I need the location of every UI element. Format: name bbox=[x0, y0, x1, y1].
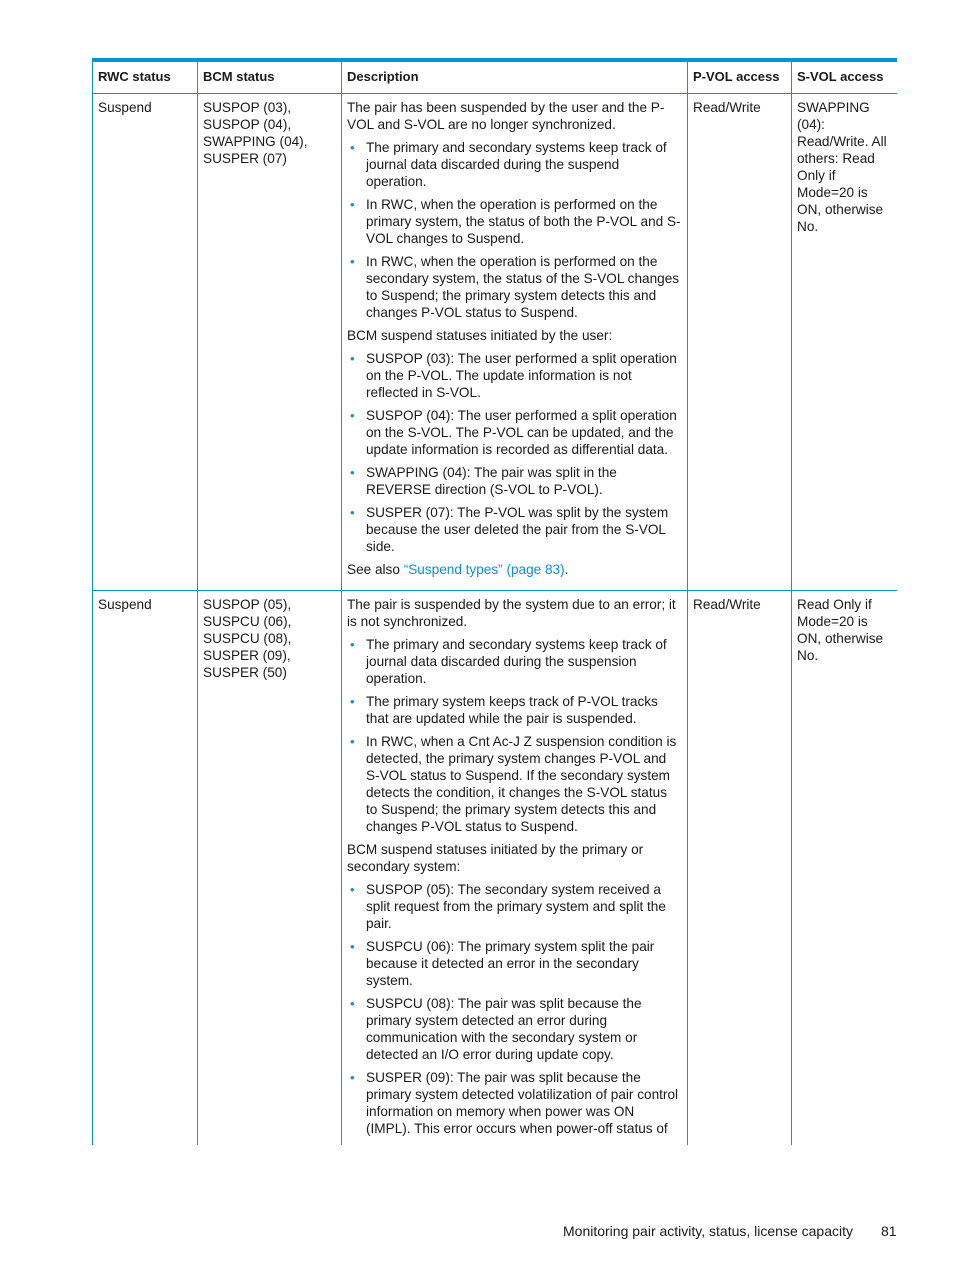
list-item: • SWAPPING (04): The pair was split in the REVERSE direction (S-VOL to P-VOL). bbox=[350, 465, 617, 497]
list-item: • The primary system keeps track of P-VOL tracks that are updated while the pair is suspended. bbox=[350, 694, 658, 726]
list-item: • The primary and secondary systems keep track of journal data discarded during the suspend operation. bbox=[350, 140, 667, 189]
bullet-list bbox=[347, 350, 682, 555]
list-item: • SUSPER (07): The P-VOL was split by the system because the user deleted the pair from the S-VOL side. bbox=[350, 505, 669, 554]
description-intro: The pair is suspended by the system due to an error; it is not synchronized. bbox=[347, 597, 676, 629]
bullet-icon: • bbox=[350, 351, 355, 366]
pvol-access-cell: Read/Write bbox=[688, 94, 792, 591]
bcm-status-cell: SUSPOP (05), SUSPCU (06), SUSPCU (08), SUSPER (09), SUSPER (50) bbox=[198, 591, 342, 1146]
bullet-icon: • bbox=[350, 505, 355, 520]
header-rwc-status: RWC status bbox=[93, 62, 198, 94]
list-item: • SUSPOP (04): The user performed a split operation on the S-VOL. The P-VOL can be updated, and the update information is recorded as differential data. bbox=[350, 408, 677, 457]
bullet-list bbox=[347, 881, 682, 1137]
header-description: Description bbox=[342, 62, 688, 94]
header-bcm-status: BCM status bbox=[198, 62, 342, 94]
footer-title: Monitoring pair activity, status, license capacity bbox=[563, 1223, 853, 1239]
bullet-icon: • bbox=[350, 254, 355, 269]
description-intro: The pair has been suspended by the user and the P-VOL and S-VOL are no longer synchronized. bbox=[347, 100, 665, 132]
svol-access-cell: SWAPPING (04): Read/Write. All others: Read Only if Mode=20 is ON, otherwise No. bbox=[792, 94, 898, 591]
list-item: • In RWC, when the operation is performed on the primary system, the status of both the P-VOL and S-VOL changes to Suspend. bbox=[350, 197, 681, 246]
bullet-icon: • bbox=[350, 734, 355, 749]
see-also: See also “Suspend types” (page 83). bbox=[347, 562, 569, 577]
bullet-icon: • bbox=[350, 408, 355, 423]
header-pvol-access: P-VOL access bbox=[688, 62, 792, 94]
list-item: • SUSPER (09): The pair was split because the primary system detected volatilization of pair control information on memory when power was ON (IMPL). This error occurs when power-off status of bbox=[350, 1070, 679, 1136]
bullet-icon: • bbox=[350, 637, 355, 652]
table-row bbox=[93, 591, 898, 1146]
bullet-list bbox=[347, 636, 682, 835]
bullet-icon: • bbox=[350, 465, 355, 480]
list-item: • In RWC, when the operation is performed on the secondary system, the status of the S-VOL changes to Suspend; the primary system detects this and changes P-VOL status to Suspend. bbox=[350, 254, 680, 320]
rwc-status-cell: Suspend bbox=[93, 94, 198, 591]
rwc-status-cell: Suspend bbox=[93, 591, 198, 1146]
description-subheading: BCM suspend statuses initiated by the user: bbox=[347, 328, 613, 343]
bullet-icon: • bbox=[350, 939, 355, 954]
list-item: • SUSPCU (06): The primary system split the pair because it detected an error in the secondary system. bbox=[350, 939, 655, 988]
table-row bbox=[93, 94, 898, 591]
list-item: • The primary and secondary systems keep track of journal data discarded during the suspension operation. bbox=[350, 637, 667, 686]
page-number: 81 bbox=[881, 1223, 897, 1239]
description-cell bbox=[342, 591, 688, 1146]
pvol-access-cell: Read/Write bbox=[688, 591, 792, 1146]
svol-access-cell: Read Only if Mode=20 is ON, otherwise No. bbox=[792, 591, 898, 1146]
bullet-icon: • bbox=[350, 197, 355, 212]
description-cell bbox=[342, 94, 688, 591]
list-item: • SUSPOP (05): The secondary system received a split request from the primary system and split the pair. bbox=[350, 882, 666, 931]
bullet-icon: • bbox=[350, 882, 355, 897]
bullet-icon: • bbox=[350, 140, 355, 155]
table-header-row bbox=[93, 62, 898, 94]
header-svol-access: S-VOL access bbox=[792, 62, 898, 94]
list-item: • SUSPCU (08): The pair was split because the primary system detected an error during communication with the secondary system or detected an I/O error during update copy. bbox=[350, 996, 642, 1062]
bullet-icon: • bbox=[350, 1070, 355, 1085]
bullet-icon: • bbox=[350, 996, 355, 1011]
description-subheading: BCM suspend statuses initiated by the primary or secondary system: bbox=[347, 842, 644, 874]
bcm-status-cell: SUSPOP (03), SUSPOP (04), SWAPPING (04), SUSPER (07) bbox=[198, 94, 342, 591]
status-table bbox=[92, 58, 897, 1145]
bullet-list bbox=[347, 139, 682, 321]
suspend-types-link[interactable]: “Suspend types” (page 83) bbox=[403, 562, 565, 577]
list-item: • In RWC, when a Cnt Ac-J Z suspension condition is detected, the primary system changes P-VOL and S-VOL status to Suspend. If the secondary system detects the condition, it changes the S-VOL status to Suspend; the primary system detects this and changes P-VOL status to Suspend. bbox=[350, 734, 677, 834]
list-item: • SUSPOP (03): The user performed a split operation on the P-VOL. The update information is not reflected in S-VOL. bbox=[350, 351, 677, 400]
bullet-icon: • bbox=[350, 694, 355, 709]
